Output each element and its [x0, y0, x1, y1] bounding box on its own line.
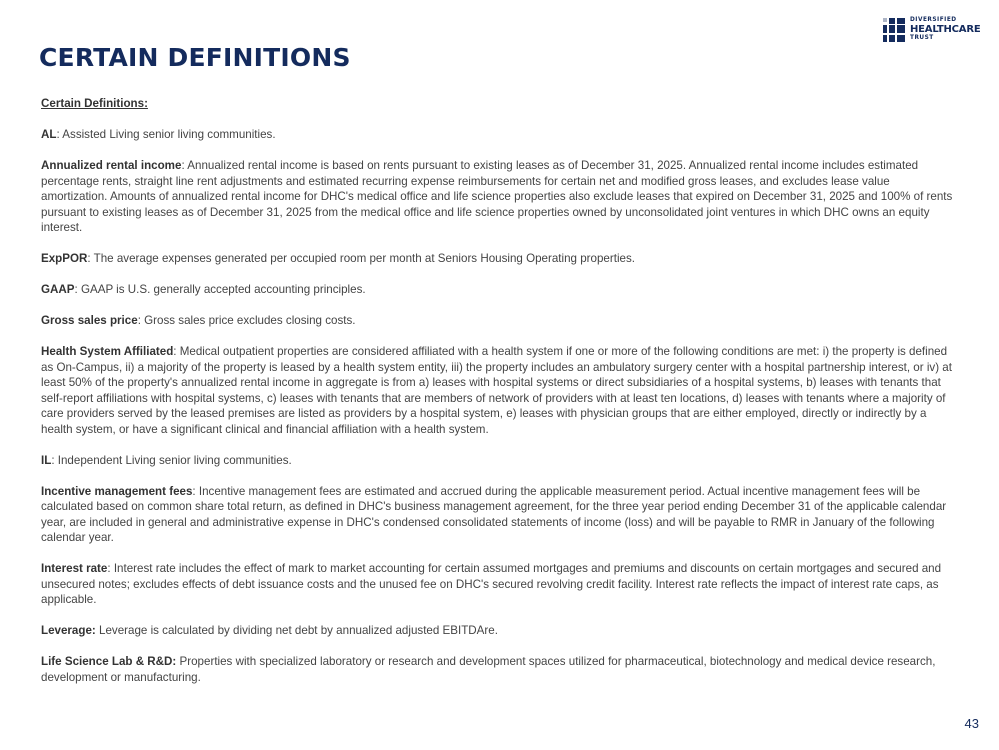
definition-term: IL — [41, 453, 52, 467]
definition-item: IL: Independent Living senior living communities. — [41, 453, 292, 467]
definition-term: Life Science Lab & R&D: — [41, 655, 177, 668]
definition-text: GAAP is U.S. generally accepted accounting principles. — [77, 283, 366, 296]
definition-term: Gross sales price — [41, 314, 138, 327]
definition-text: Incentive management fees are estimated and accrued during the applicable measurement period. Actual incentive management fees will be calculated based on common share total return, as defined in DHC's business management agreement, for the three year period ending December 31 of the applicable calendar year, are included in general and administrative expense in DHC's condensed consolidated statements of income (loss) and will be payable to RMR in January of the following calendar year. — [41, 484, 947, 544]
definition-term: ExpPOR — [41, 252, 88, 265]
definition-term: Annualized rental income — [41, 159, 182, 172]
definition-text: Leverage is calculated by dividing net debt by annualized adjusted EBITDAre. — [95, 624, 498, 637]
definition-term: Interest rate — [41, 562, 108, 575]
definition-text: Interest rate includes the effect of mark to market accounting for certain assumed mortgages and premiums and discounts on certain mortgages and secured and unsecured notes; excludes effects of debt issuance costs and the unused fee on DHC's secured revolving credit facility. Interest rate reflects the impact of interest rate caps, as applicable. — [41, 562, 942, 606]
definition-text: Annualized rental income is based on rents pursuant to existing leases as of December 31, 2025. Annualized rental income includes estimated percentage rents, straight line rent adjustments and estimated recurring expense reimbursements for certain net and modified gross leases, and excludes lease value amortization. Amounts of annualized rental income for DHC's medical office and life science properties also exclude leases that expired on December 31, 2025 and 100% of rents pursuant to existing leases as of December 31, 2025 from the medical office and life science properties owned by unconsolidated joint ventures in which DHC owns an equity interest. — [41, 159, 953, 234]
definition-item: Incentive management fees: Incentive management fees are estimated and accrued during the applicable measurement period. Actual incentive management fees will be calculated based on common share total return, as defined in DHC's business management agreement, for the three year period ending December 31 of the applicable calendar year, are included in general and administrative expense in DHC's condensed consolidated statements of income (loss) and will be payable to RMR in January of the following calendar year. — [41, 484, 947, 544]
logo-line-2: HEALTHCARE — [910, 24, 981, 35]
definition-term: AL — [41, 128, 57, 141]
definition-item: AL: Assisted Living senior living communities. — [41, 128, 276, 141]
page-number: 43 — [964, 716, 979, 731]
definition-item: GAAP: GAAP is U.S. generally accepted accounting principles. — [41, 283, 366, 296]
logo-grid-icon — [883, 18, 905, 42]
definition-item: ExpPOR: The average expenses generated per occupied room per month at Seniors Housing Operating properties. — [41, 252, 635, 265]
page-title: CERTAIN DEFINITIONS — [39, 43, 351, 72]
logo-line-1: DIVERSIFIED — [910, 17, 957, 24]
definition-text: Assisted Living senior living communities. — [59, 128, 276, 141]
definitions-heading: Certain Definitions: — [41, 97, 148, 110]
company-logo — [883, 18, 980, 42]
definition-text: Medical outpatient properties are considered affiliated with a health system if one or more of the following conditions are met: i) the property is defined as On-Campus, ii) a majority of the property is leased by a health system entity, iii) the property includes an ambulatory surgery center with a hospital partnership interest, or iv) at least 50% of the property's annualized rental income in aggregate is from a) leases with hospital systems or direct subsidiaries of a hospital systems, b) leases with tenants that self-report affiliations with hospital systems, c) leases with tenants that are members of network of providers with at least ten locations, d) leases with tenants where a majority of care providers served by the leased premises are listed as providers by a hospital system, e) leases with physician groups that are either employed, directly or indirectly by a health system, or have a significant clinical and financial affiliation with a health system. — [41, 345, 952, 436]
definition-item: Interest rate: Interest rate includes the effect of mark to market accounting for certain assumed mortgages and premiums and discounts on certain mortgages and secured and unsecured notes; excludes effects of debt issuance costs and the unused fee on DHC's secured revolving credit facility. Interest rate reflects the impact of interest rate caps, as applicable. — [41, 562, 942, 606]
definition-text: Independent Living senior living communities. — [54, 453, 292, 467]
definition-text: Properties with specialized laboratory or research and development spaces utilized for pharmaceutical, biotechnology and medical device research, development or manufacturing. — [41, 655, 936, 684]
logo-line-3: TRUST — [910, 35, 934, 41]
definition-text: Gross sales price excludes closing costs. — [140, 314, 356, 327]
definition-item: Gross sales price: Gross sales price excludes closing costs. — [41, 314, 356, 327]
definition-text: The average expenses generated per occupied room per month at Seniors Housing Operating properties. — [90, 252, 635, 265]
definitions-body — [41, 96, 955, 701]
definition-term: GAAP — [41, 283, 75, 296]
definition-term: Incentive management fees — [41, 484, 193, 498]
definition-term: Leverage: — [41, 624, 96, 637]
definition-item: Annualized rental income: Annualized rental income is based on rents pursuant to existing leases as of December 31, 2025. Annualized rental income includes estimated percentage rents, straight line rent adjustments and estimated recurring expense reimbursements for certain net and modified gross leases, and excludes lease value amortization. Amounts of annualized rental income for DHC's medical office and life science properties also exclude leases that expired on December 31, 2025 and 100% of rents pursuant to existing leases as of December 31, 2025 from the medical office and life science properties owned by unconsolidated joint ventures in which DHC owns an equity interest. — [41, 159, 953, 234]
definition-item: Health System Affiliated: Medical outpatient properties are considered affiliated with a health system if one or more of the following conditions are met: i) the property is defined as On-Campus, ii) a majority of the property is leased by a health system entity, iii) the property includes an ambulatory surgery center with a hospital partnership interest, or iv) at least 50% of the property's annualized rental income in aggregate is from a) leases with hospital systems or direct subsidiaries of a hospital systems, b) leases with tenants that self-report affiliations with hospital systems, c) leases with tenants that are members of network of providers with at least ten locations, d) leases with tenants where a majority of care providers served by the leased premises are listed as providers by a hospital system, e) leases with physician groups that are either employed, directly or indirectly by a health system, or have a significant clinical and financial affiliation with a health system. — [41, 345, 952, 436]
definition-item — [41, 623, 955, 639]
definition-item — [41, 654, 955, 685]
definition-term: Health System Affiliated — [41, 345, 174, 358]
